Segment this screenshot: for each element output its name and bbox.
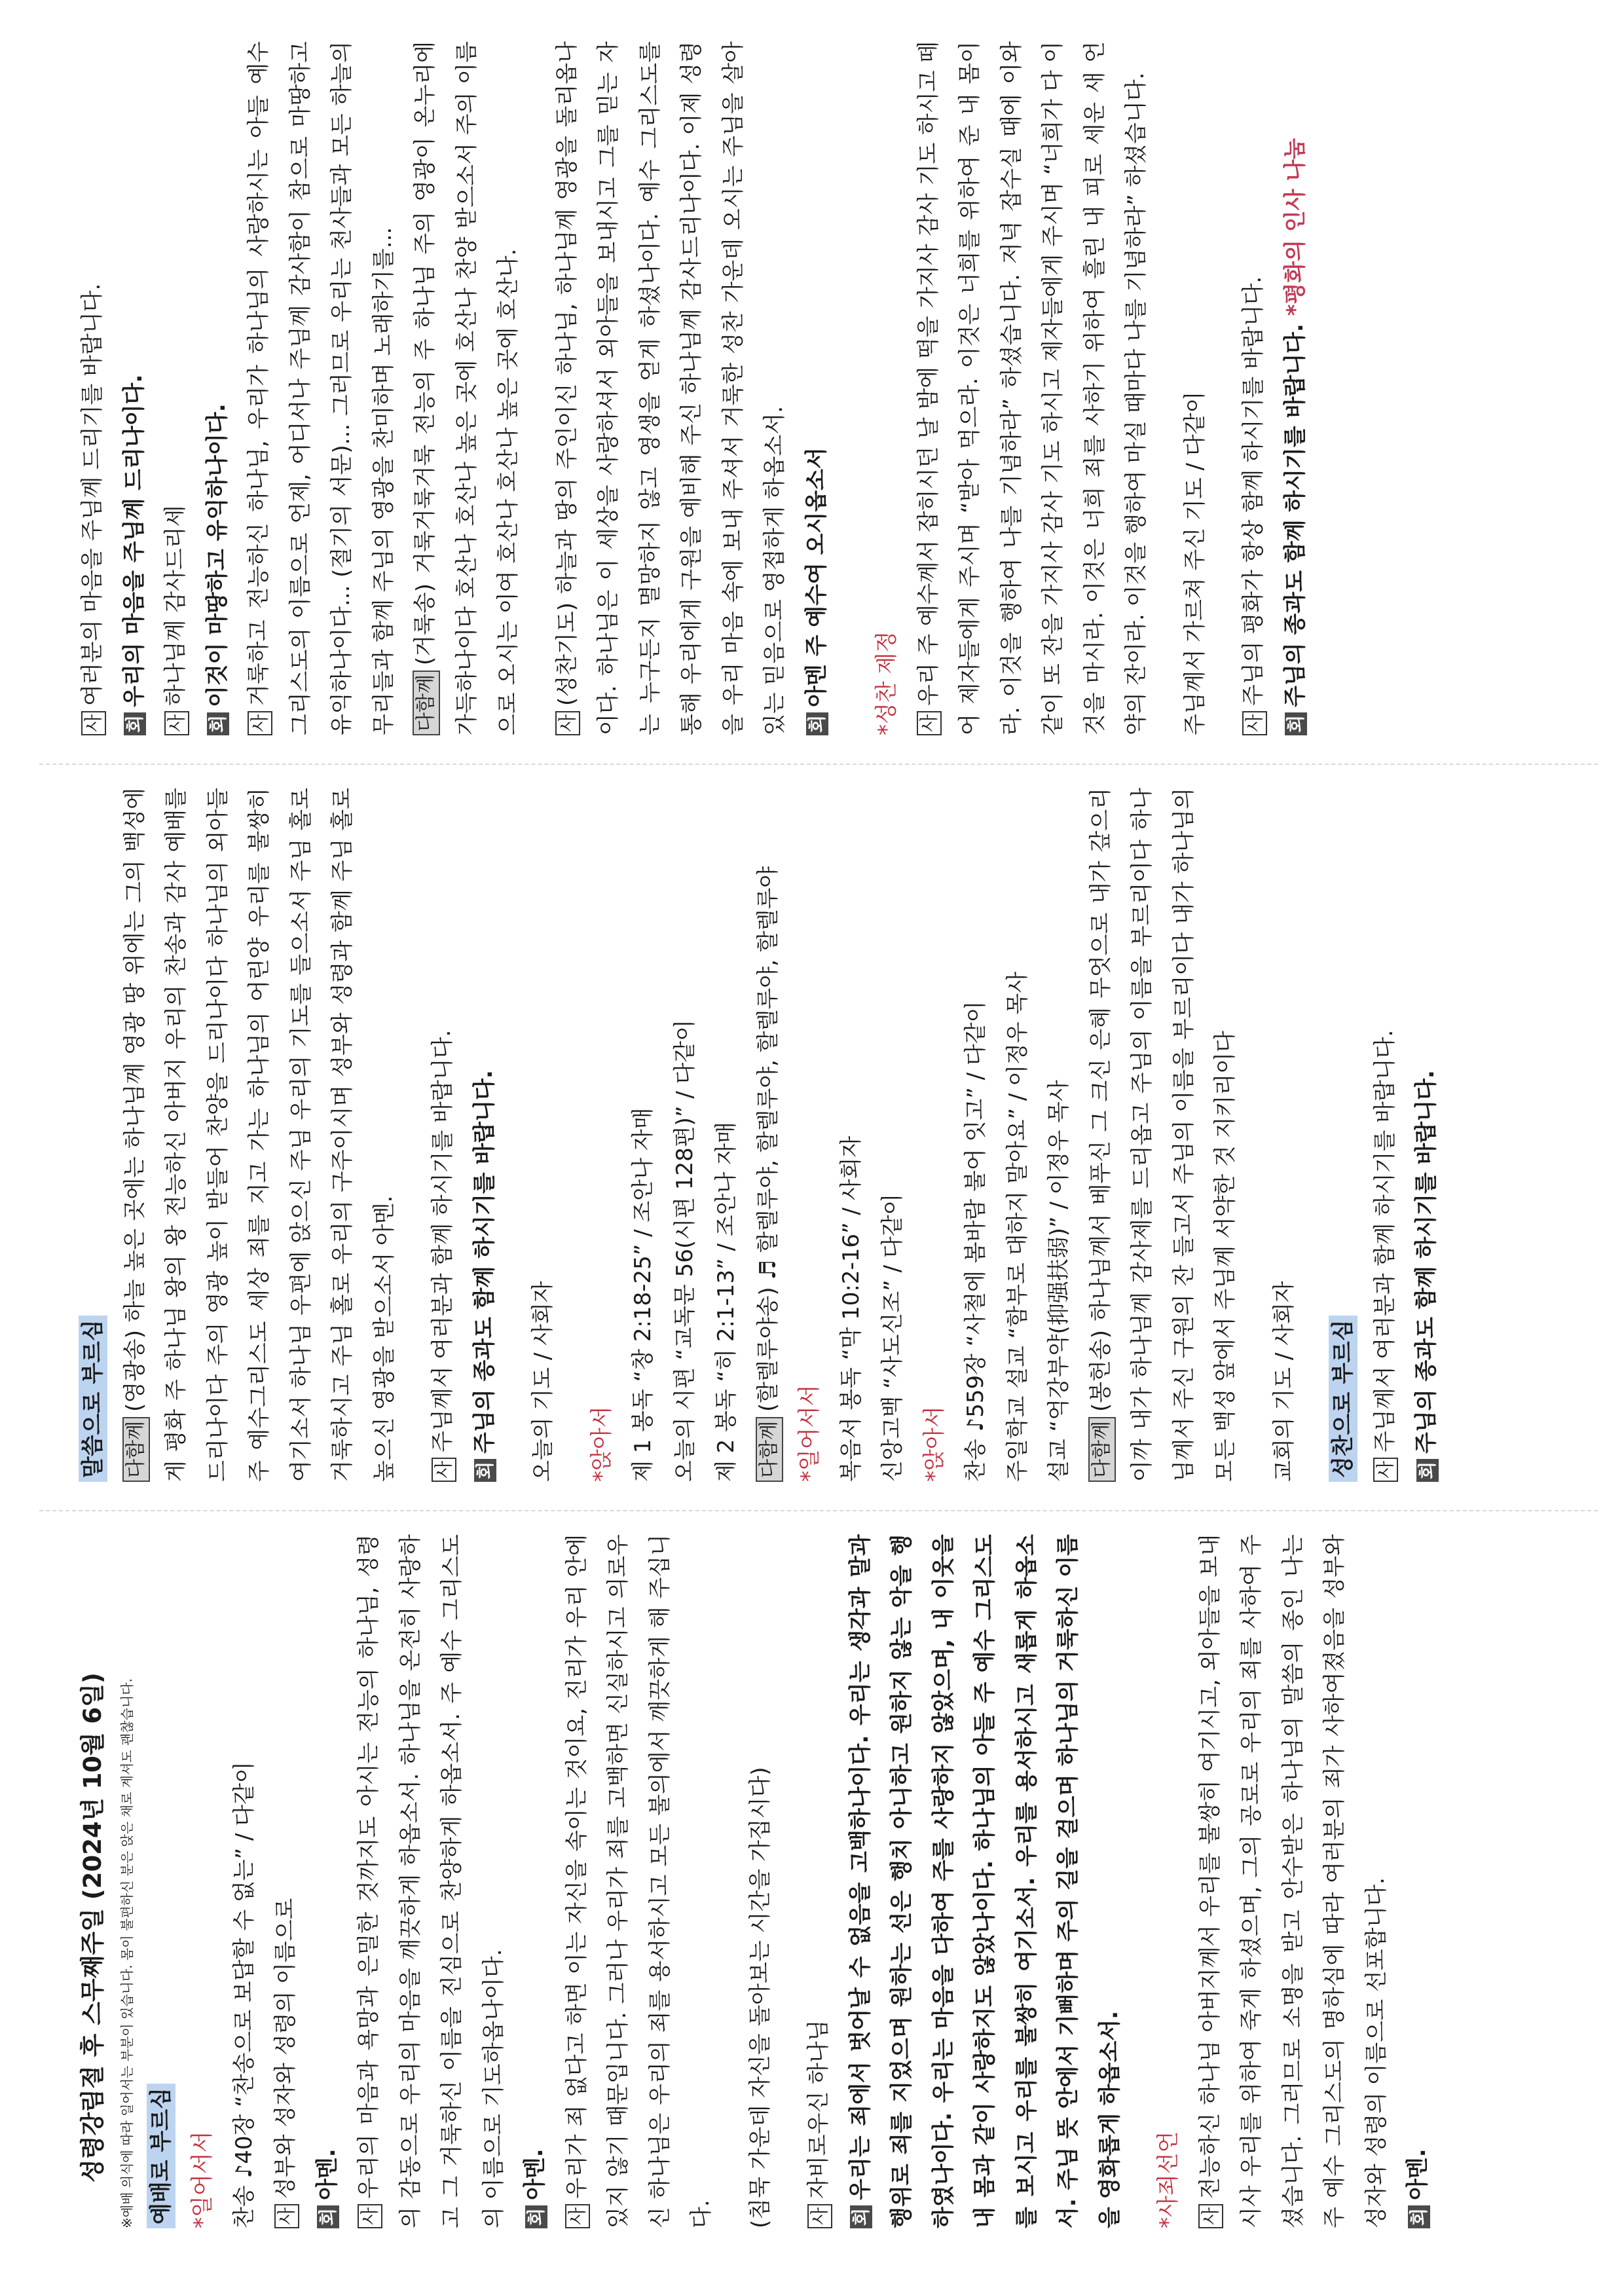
leader-mark: 사 <box>432 1458 456 1482</box>
leader-mark: 사 <box>1242 711 1267 735</box>
column-1 <box>72 1534 1578 2228</box>
column-2 <box>72 788 1578 1482</box>
leader-mark: 사 <box>565 2204 590 2228</box>
sermon: 설교 “억강부약(抑强扶弱)” / 이정우 목사 <box>1046 1080 1072 1482</box>
people-mark: 회 <box>806 712 828 735</box>
people-line: 회우리는 죄에서 벗어날 수 없음을 고백하나이다. 우리는 생각과 말과 행위로 죄를 지었으며 원하는 선은 행치 아니하고 원하지 않는 악을 행하였나이다. 우리는 마음을 다하여 주를 사랑하지 않았으며, 내 이웃을 내 몸과 같이 사랑하지도 않았나이다. 하나님의 아들 주 예수 그리스도를 보시고 우리를 불쌍히 여기소서. 우리를 용서하시고 새롭게 하옵소서. 주님 뜻 안에서 기뻐하며 주의 길을 걸으며 하나님의 거룩하신 이름을 영화롭게 하옵소서. <box>847 1534 1123 2228</box>
institution-cue: *성찬 제정 <box>874 631 900 735</box>
leader-line: 사자비로우신 하나님 <box>798 1534 840 2228</box>
people-mark: 회 <box>317 2205 339 2228</box>
fold-line <box>39 764 1598 765</box>
sit-cue: *앉아서 <box>921 1406 948 1482</box>
people-line: 회주님의 종과도 함께 하시기를 바랍니다. <box>464 788 506 1482</box>
leader-mark: 사 <box>807 2204 832 2228</box>
leader-line: 사성부와 성자와 성령의 이름으로 <box>265 1534 307 2228</box>
lords-prayer: 주님께서 가르쳐 주신 기도 / 다같이 <box>1181 391 1208 735</box>
leader-line: 사전능하신 하나님 아버지께서 우리를 불쌍히 여기시고, 외아들을 보내시사 우리를 위하여 죽게 하셨으며, 그의 공로로 우리의 죄를 사하여 주셨습니다. 그러므로 소명을 받고 안수받은 하나님의 말씀의 종인 나는 주 예수 그리스도의 명하심에 따라 여러분의 죄가 사하여졌음을 성부와 성자와 성령의 이름으로 선포합니다. <box>1196 1534 1390 2228</box>
leader-line: 사우리 주 예수께서 잡히시던 날 밤에 떡을 가지사 감사 기도 하시고 떼어 제자들에게 주시며 “받아 먹으라. 이것은 너희를 위하여 준 내 몸이라. 이것을 행하여 나를 기념하라” 하셨습니다. 저녁 잡수실 때에 이와 같이 또 잔을 가지사 감사 기도 하시고 제자들에게 주시며 “너희가 다 이것을 마시라. 이것은 너희 죄를 사하기 위하여 흘린 내 피로 세운 새 언약의 잔이라. 이것을 행하여 마실 때마다 나를 기념하라” 하셨습니다. <box>915 41 1149 735</box>
creed: 신앙고백 “사도신조” / 다같이 <box>879 1193 906 1482</box>
people-line: 회아멘. <box>1397 1534 1439 2228</box>
people-mark: 회 <box>124 712 146 735</box>
leader-mark: 사 <box>274 2204 299 2228</box>
unison-line: 다함께(할렐루야송) ♬ 할렐루야, 할렐루야, 할렐루야, 할렐루야 <box>748 788 790 1482</box>
childrens-sermon: 주일학교 설교 “함부로 대하지 말아요” / 이정우 목사 <box>1004 971 1031 1482</box>
unison-tag: 다함께 <box>1088 1417 1116 1482</box>
leader-mark: 사 <box>248 711 272 735</box>
section-heading: 성찬으로 부르심 <box>1329 1316 1357 1482</box>
sermon-hymn: 찬송 ♪559장 “사철에 봄바람 불어 잇고” / 다같이 <box>963 1001 989 1482</box>
people-line: 회아멘. <box>515 1534 557 2228</box>
unison-line: 다함께(거룩송) 거룩거룩거룩 전능의 주 하나님 주의 영광이 온누리에 가득하나이다 호산나 호산나 높은 곳에 호산나 찬양 받으소서 주의 이름으로 오시는 이여 호산나 호산나 높은 곳에 호산나. <box>412 41 521 735</box>
peace-sharing-cue: *평화의 인사 나눔 <box>1282 138 1308 316</box>
silence-instruction: (침묵 가운데 자신을 돌아보는 시간을 가집시다) <box>747 1767 773 2228</box>
leader-mark: 사 <box>164 711 189 735</box>
posture-note: ※예배 의식에 따라 일어서는 부분이 있습니다. 몸이 불편하신 분은 앉은 채로 계셔도 괜찮습니다. <box>119 1678 135 2228</box>
leader-line: 사우리가 죄 없다고 하면 이는 자신을 속이는 것이요, 진리가 우리 안에 있지 않기 때문입니다. 그러나 우리가 죄를 고백하면 신실하시고 의로우신 하나님은 우리의 죄를 용서하시고 모든 불의에서 깨끗하게 해 주십니다. <box>563 1534 714 2228</box>
people-mark: 회 <box>207 712 229 735</box>
leader-line: 사우리의 마음과 욕망과 은밀한 것까지도 아시는 전능의 하나님, 성령의 감동으로 우리의 마음을 깨끗하게 하옵소서. 하나님을 온전히 사랑하고 그 거룩하신 이름을 진심으로 찬양하게 하옵소서. 주 예수 그리스도의 이름으로 기도하옵나이다. <box>356 1534 507 2228</box>
unison-tag: 다함께 <box>756 1417 783 1482</box>
fold-line <box>39 1510 1598 1511</box>
column-3 <box>72 41 1578 735</box>
leader-mark: 사 <box>81 711 106 735</box>
gospel-reading: 복음서 봉독 “막 10:2-16” / 사회자 <box>838 1135 864 1482</box>
leader-mark: 사 <box>1198 2204 1223 2228</box>
people-line: 회아멘 주 예수여 오시옵소서 <box>796 41 838 735</box>
people-line: 회주님의 종과도 함께 하시기를 바랍니다. *평화의 인사 나눔 <box>1275 41 1317 735</box>
stand-cue: *일어서서 <box>796 1384 822 1482</box>
leader-line: 사하나님께 감사드리세 <box>155 41 197 735</box>
sit-cue: *앉아서 <box>588 1406 615 1482</box>
leader-line: 사(성찬기도) 하늘과 땅의 주인이신 하나님, 하나님께 영광을 돌리옵나이다. 하나님은 이 세상을 사랑하셔서 외아들을 보내시고 그를 믿는 자는 누구든지 멸망하지 않고 영생을 얻게 하셨나이다. 예수 그리스도를 통해 우리에게 구원을 예비해 주신 하나님께 감사드리나이다. 이제 성령을 우리 마음 속에 보내 주셔서 거룩한 성찬 가운데 오시는 주님을 살아 있는 믿음으로 영접하게 하옵소서. <box>553 41 788 735</box>
leader-mark: 사 <box>1373 1458 1398 1482</box>
people-mark: 회 <box>850 2205 872 2228</box>
absolution-cue: *사죄선언 <box>1155 2131 1181 2228</box>
first-reading: 제 1 봉독 “창 2:18-25” / 조안나 자매 <box>630 1107 656 1482</box>
people-mark: 회 <box>525 2205 547 2228</box>
church-prayer: 교회의 기도 / 사회자 <box>1270 1281 1297 1482</box>
leader-line: 사주님의 평화가 항상 함께 하시기를 바랍니다. <box>1233 41 1275 735</box>
people-mark: 회 <box>1285 712 1307 735</box>
stand-cue: *일어서서 <box>189 2131 215 2228</box>
prayer-of-day: 오늘의 기도 / 사회자 <box>530 1281 556 1482</box>
leader-line: 사여러분의 마음을 주님께 드리기를 바랍니다. <box>72 41 114 735</box>
leader-line: 사주님께서 여러분과 함께 하시기를 바랍니다. <box>1365 788 1407 1482</box>
leader-mark: 사 <box>555 711 580 735</box>
section-heading: 말씀으로 부르심 <box>79 1316 107 1482</box>
people-line: 회우리의 마음을 주님께 드리나이다. <box>114 41 156 735</box>
bulletin-title: 성령강림절 후 스무째주일 (2024년 10월 6일) <box>79 1672 107 2183</box>
leader-mark: 사 <box>358 2204 382 2228</box>
people-mark: 회 <box>474 1459 496 1482</box>
unison-line: 다함께(영광송) 하늘 높은 곳에는 하나님께 영광 땅 위에는 그의 백성에게 평화 주 하나님 왕의 왕 전능하신 아버지 우리의 찬송과 감사 예배를 드리나이다 주의 영광 높이 받들어 찬양을 드리나이다 하나님의 외아들 주 예수그리스도 세상 죄를 지고 가는 하나님의 어린양 우리를 불쌍히 여기소서 하나님 우편에 앉으신 주님 우리의 기도를 들으소서 주님 홀로 거룩하시고 주님 홀로 우리의 구주이시며 성부와 성령과 함께 주님 홀로 높으신 영광을 받으소서 아멘. <box>121 788 397 1482</box>
people-line: 회아멘. <box>307 1534 349 2228</box>
opening-hymn: 찬송 ♪40장 “찬송으로 보답할 수 없는” / 다같이 <box>231 1761 257 2228</box>
people-mark: 회 <box>1416 1459 1439 1482</box>
unison-line: 다함께(봉헌송) 하나님께서 베푸신 그 크신 은혜 무엇으로 내가 갚으리이까 내가 하나님께 감사제를 드리옵고 주님의 이름을 부르리이다 하나님께서 주신 구원의 잔 들고서 주님의 이름을 부르리이다 내가 하나님의 모든 백성 앞에서 주님께 서약한 것 지키리이다 <box>1087 788 1238 1482</box>
unison-tag: 다함께 <box>413 671 440 735</box>
people-mark: 회 <box>1408 2205 1430 2228</box>
leader-mark: 사 <box>917 711 942 735</box>
unison-tag: 다함께 <box>122 1417 150 1482</box>
leader-line: 사거룩하고 전능하신 하나님, 우리가 하나님의 사랑하시는 아들 예수 그리스도의 이름으로 언제, 어디서나 주님께 감사함이 참으로 마땅하고 유익하나이다... (절기의 서문)... 그러므로 우리는 천사들과 모든 하늘의 무리들과 함께 주님의 영광을 찬미하며 노래하기를... <box>246 41 397 735</box>
people-line: 회주님의 종과도 함께 하시기를 바랍니다. <box>1406 788 1448 1482</box>
second-reading: 제 2 봉독 “히 2:1-13” / 조안나 자매 <box>713 1122 739 1482</box>
psalm-reading: 오늘의 시편 “교독문 56(시편 128편)” / 다같이 <box>671 1019 698 1482</box>
section-heading: 예배로 부르심 <box>147 2084 175 2228</box>
people-line: 회이것이 마땅하고 유익하나이다. <box>197 41 239 735</box>
leader-line: 사주님께서 여러분과 함께 하시기를 바랍니다. <box>422 788 464 1482</box>
